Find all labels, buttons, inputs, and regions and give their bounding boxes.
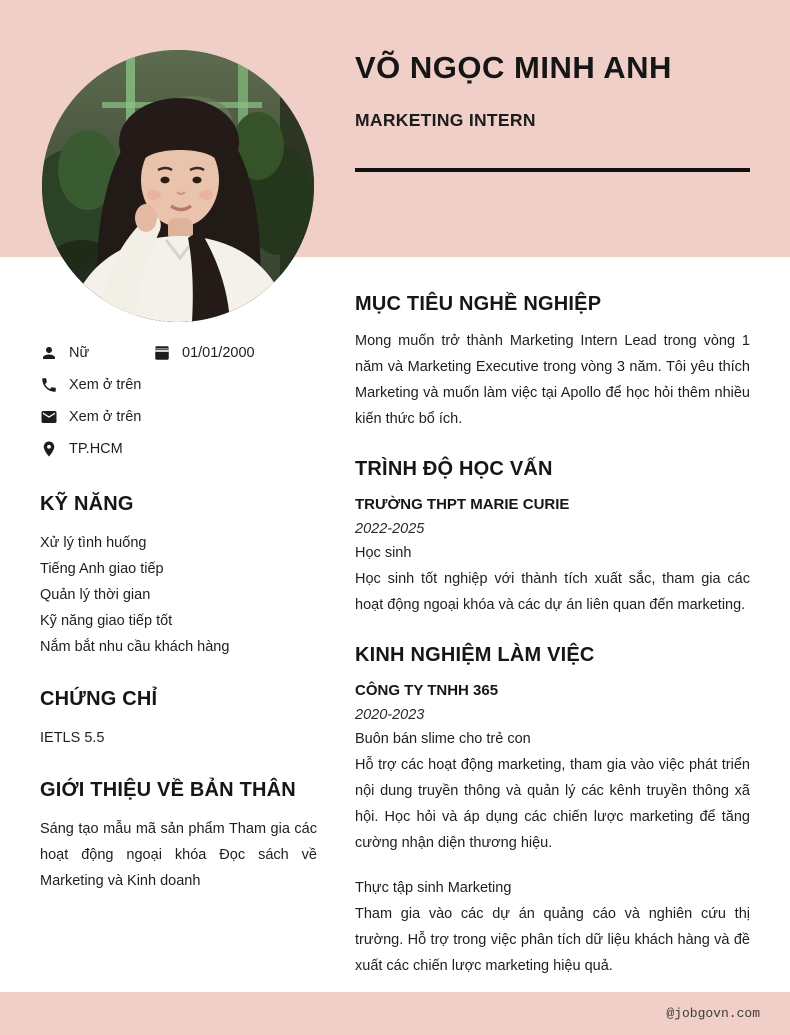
person-job-title: MARKETING INTERN	[355, 110, 536, 130]
skill-item: Quản lý thời gian	[40, 587, 151, 603]
info-row-gender-dob	[40, 337, 317, 369]
certificates-heading: CHỨNG CHỈ	[40, 688, 158, 710]
footer	[0, 992, 790, 1035]
portrait-illustration	[42, 50, 314, 322]
info-row-location	[40, 433, 317, 465]
education-heading: TRÌNH ĐỘ HỌC VẤN	[355, 458, 553, 480]
info-row-phone	[40, 369, 317, 401]
experience-description-2: Tham gia vào các dự án quảng cáo và nghiên cứu thị trường. Hỗ trợ trong việc phân tích dữ liệu khách hàng và đề xuất các chiến lược marketing hiệu quả.	[355, 906, 750, 974]
location-icon	[40, 440, 58, 458]
about-heading: GIỚI THIỆU VỀ BẢN THÂN	[40, 779, 296, 801]
objective-text: Mong muốn trở thành Marketing Intern Lead trong vòng 1 năm và Marketing Executive trong vòng 3 năm. Tôi yêu thích Marketing và muốn làm việc tại Apollo để học hỏi thêm nhiều kiến thức bổ ích.	[355, 333, 750, 427]
email-icon	[40, 408, 58, 426]
experience-role-1: Buôn bán slime cho trẻ con	[355, 731, 531, 747]
education-description: Học sinh tốt nghiệp với thành tích xuất sắc, tham gia các hoạt động ngoại khóa và các dự án liên quan đến marketing.	[355, 571, 750, 613]
experience-description-1: Hỗ trợ các hoạt động marketing, tham gia vào việc phát triển nội dung truyền thông và quản lý các kênh truyền thông xã hội. Học hỏi và áp dụng các chiến lược marketing để tăng cường nhận diện thương hiệu.	[355, 757, 750, 851]
info-row-email	[40, 401, 317, 433]
education-school: TRƯỜNG THPT MARIE CURIE	[355, 496, 570, 513]
experience-role-2: Thực tập sinh Marketing	[355, 880, 512, 896]
experience-period: 2020-2023	[355, 707, 425, 723]
certificate-item: IETLS 5.5	[40, 730, 105, 746]
objective-heading: MỤC TIÊU NGHỀ NGHIỆP	[355, 293, 602, 315]
skill-item: Nắm bắt nhu cầu khách hàng	[40, 639, 230, 655]
experience-heading: KINH NGHIỆM LÀM VIỆC	[355, 644, 595, 666]
education-period: 2022-2025	[355, 521, 425, 537]
about-text: Sáng tạo mẫu mã sản phẩm Tham gia các hoạt động ngoại khóa Đọc sách về Marketing và Kinh doanh	[40, 821, 317, 889]
calendar-icon	[153, 344, 171, 362]
skills-heading: KỸ NĂNG	[40, 493, 134, 515]
sidebar	[40, 337, 317, 894]
header-block	[355, 50, 750, 172]
main-column	[355, 293, 750, 979]
phone-value: Xem ở trên	[69, 377, 142, 393]
skill-item: Kỹ năng giao tiếp tốt	[40, 613, 173, 629]
gender-value: Nữ	[69, 345, 90, 361]
profile-photo	[42, 50, 314, 322]
footer-site-text: @jobgovn.com	[666, 1006, 760, 1021]
email-value: Xem ở trên	[69, 409, 142, 425]
skill-item: Xử lý tình huống	[40, 535, 147, 551]
location-value: TP.HCM	[69, 441, 123, 457]
education-role: Học sinh	[355, 545, 412, 561]
experience-company: CÔNG TY TNHH 365	[355, 682, 499, 699]
person-icon	[40, 344, 58, 362]
skill-item: Tiếng Anh giao tiếp	[40, 561, 164, 577]
header-divider	[355, 168, 750, 172]
phone-icon	[40, 376, 58, 394]
dob-value: 01/01/2000	[182, 345, 255, 361]
person-name: VÕ NGỌC MINH ANH	[355, 50, 672, 85]
